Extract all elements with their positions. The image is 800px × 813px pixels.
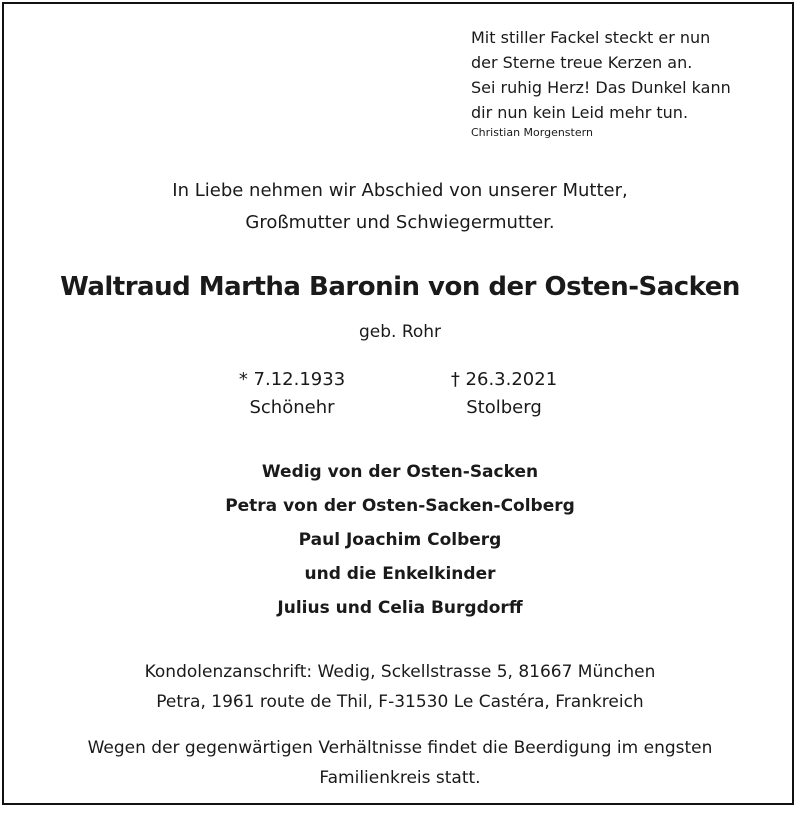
poem-author: Christian Morgenstern [471, 126, 593, 139]
funeral-note [0, 733, 800, 793]
mourner-item: und die Enkelkinder [304, 564, 496, 584]
mourner-item: Paul Joachim Colberg [298, 530, 502, 550]
intro-line-2: Großmutter und Schwiegermutter. [245, 212, 555, 233]
death-info [404, 366, 604, 422]
birth-info [192, 366, 392, 422]
death-place: Stolberg [466, 397, 542, 418]
poem-block [471, 25, 771, 140]
poem-line: dir nun kein Leid mehr tun. [471, 103, 689, 122]
farewell-intro [0, 175, 800, 239]
death-date: † 26.3.2021 [450, 369, 558, 390]
deceased-name: Waltraud Martha Baronin von der Osten-Sacken [60, 272, 740, 302]
birth-date: * 7.12.1933 [238, 369, 346, 390]
address-line-1: Kondolenzanschrift: Wedig, Sckellstrasse 5, 81667 München [144, 662, 656, 682]
poem-line: Sei ruhig Herz! Das Dunkel kann [471, 78, 731, 97]
intro-line-1: In Liebe nehmen wir Abschied von unserer Mutter, [172, 180, 628, 201]
address-line-2: Petra, 1961 route de Thil, F-31530 Le Castéra, Frankreich [156, 692, 644, 712]
birth-name: geb. Rohr [358, 322, 442, 342]
note-line-2: Familienkreis statt. [319, 768, 481, 788]
poem-line: der Sterne treue Kerzen an. [471, 53, 693, 72]
condolence-address [0, 657, 800, 717]
note-line-1: Wegen der gegenwärtigen Verhältnisse findet die Beerdigung im engsten [87, 738, 713, 758]
mourner-item: Wedig von der Osten-Sacken [261, 462, 539, 482]
poem-line: Mit stiller Fackel steckt er nun [471, 28, 711, 47]
mourners-list [0, 455, 800, 625]
mourner-item: Petra von der Osten-Sacken-Colberg [225, 496, 575, 516]
life-dates [0, 366, 800, 426]
mourner-item: Julius und Celia Burgdorff [277, 598, 523, 618]
birth-place: Schönehr [249, 397, 335, 418]
